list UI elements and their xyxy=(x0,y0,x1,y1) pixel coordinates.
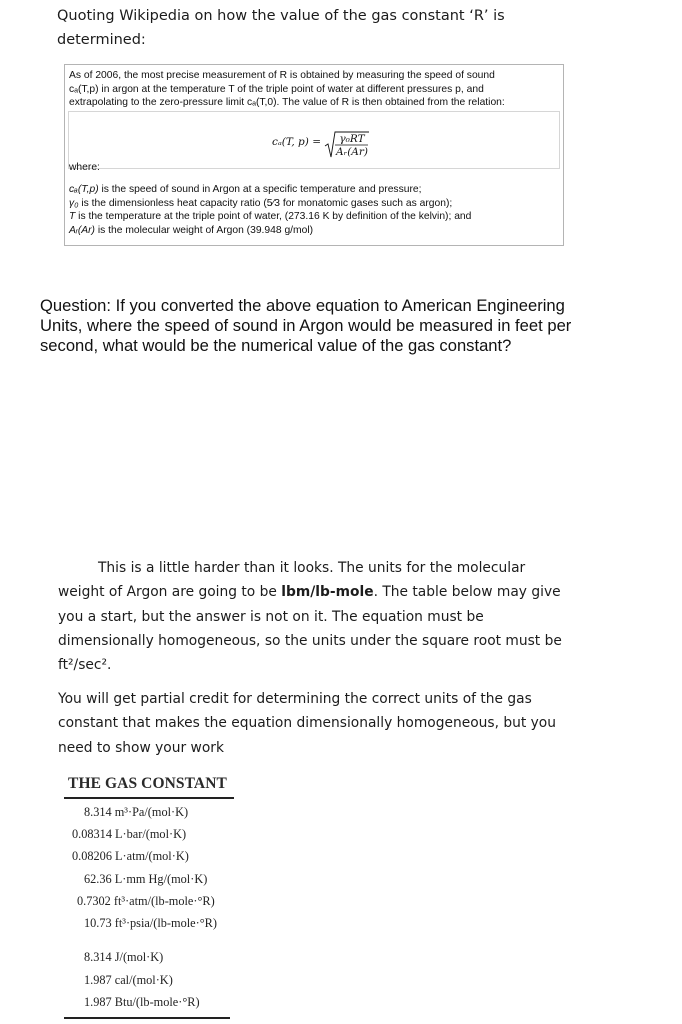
question-text xyxy=(40,296,650,356)
quote-paragraph xyxy=(69,69,557,110)
table-top-rule xyxy=(64,797,234,799)
symbol-gamma: γ₀ xyxy=(69,197,79,209)
hint-line-5: ft²/sec². xyxy=(58,657,112,674)
wikipedia-quote-box xyxy=(64,64,564,246)
credit-line-3: need to show your work xyxy=(58,739,224,756)
question-line-1: Question: If you converted the above equation to American Engineering xyxy=(40,296,565,315)
credit-line-2: constant that makes the equation dimensionally homogeneous, but you xyxy=(58,715,556,732)
hint-paragraph xyxy=(58,556,588,677)
symbol-t: T xyxy=(69,211,76,222)
intro-line-1: Quoting Wikipedia on how the value of the gas constant ‘R’ is xyxy=(57,8,505,24)
credit-paragraph xyxy=(58,687,588,760)
formula-box xyxy=(68,111,560,169)
gas-constant-row: 0.08206 L·atm/(mol·K) xyxy=(72,849,189,863)
definitions-list xyxy=(69,183,559,237)
symbol-ca: cₐ(T,p) xyxy=(69,184,99,195)
where-label: where: xyxy=(69,162,100,173)
units-emphasis: lbm/lb-mole xyxy=(281,584,374,601)
definition-speed-of-sound: cₐ(T,p) is the speed of sound in Argon at a specific temperature and pressure; xyxy=(69,184,422,195)
formula-lhs: cₐ(T, p) = xyxy=(271,136,321,148)
definition-temperature: T is the temperature at the triple point of water, (273.16 K by definition of the kelvin); and xyxy=(69,211,472,222)
credit-line-1: You will get partial credit for determining the correct units of the gas xyxy=(58,691,532,707)
gas-constant-row: 8.314 J/(mol·K) xyxy=(84,950,164,964)
gas-constant-row: 10.73 ft³·psia/(lb-mole·°R) xyxy=(84,916,217,930)
intro-line-2: determined: xyxy=(57,32,146,48)
question-line-3: second, what would be the numerical value of the gas constant? xyxy=(40,336,512,355)
gas-constant-row: 1.987 Btu/(lb-mole·°R) xyxy=(84,995,200,1009)
hint-line-2: weight of Argon are going to be lbm/lb-mole. The table below may give xyxy=(58,584,561,601)
speed-of-sound-formula xyxy=(69,120,561,160)
formula-denominator: Aᵣ(Ar) xyxy=(335,146,369,158)
gas-constant-row: 62.36 L·mm Hg/(mol·K) xyxy=(84,872,208,886)
hint-line-1: This is a little harder than it looks. The units for the molecular xyxy=(98,560,526,576)
hint-line-4: dimensionally homogeneous, so the units under the square root must be xyxy=(58,632,562,649)
gas-constant-row: 0.7302 ft³·atm/(lb-mole·°R) xyxy=(77,894,215,908)
hint-line-3: you a start, but the answer is not on it. The equation must be xyxy=(58,608,484,625)
gas-constant-row: 8.314 m³·Pa/(mol·K) xyxy=(84,805,189,819)
quote-line-1: As of 2006, the most precise measurement of R is obtained by measuring the speed of sound xyxy=(69,70,495,81)
table-bottom-rule xyxy=(64,1017,230,1019)
definition-gamma: γ₀ is the dimensionless heat capacity ratio (5⁄3 for monatomic gases such as argon); xyxy=(69,197,453,209)
gas-constant-row: 0.08314 L·bar/(mol·K) xyxy=(72,827,187,841)
definition-molecular-weight: Aᵣ(Ar) is the molecular weight of Argon (39.948 g/mol) xyxy=(69,224,314,236)
question-line-2: Units, where the speed of sound in Argon would be measured in feet per xyxy=(40,316,572,335)
formula-numerator: γ₀RT xyxy=(339,133,365,145)
symbol-ar: Aᵣ(Ar) xyxy=(69,224,95,236)
quote-line-3: extrapolating to the zero-pressure limit cₐ(T,0). The value of R is then obtained from the relation: xyxy=(69,97,505,108)
gas-constant-row: 1.987 cal/(mol·K) xyxy=(84,973,173,987)
quote-line-2: cₐ(T,p) in argon at the temperature T of the triple point of water at different pressures p, and xyxy=(69,83,484,95)
intro-text xyxy=(57,4,527,52)
gas-constant-table-title: THE GAS CONSTANT xyxy=(68,775,227,792)
